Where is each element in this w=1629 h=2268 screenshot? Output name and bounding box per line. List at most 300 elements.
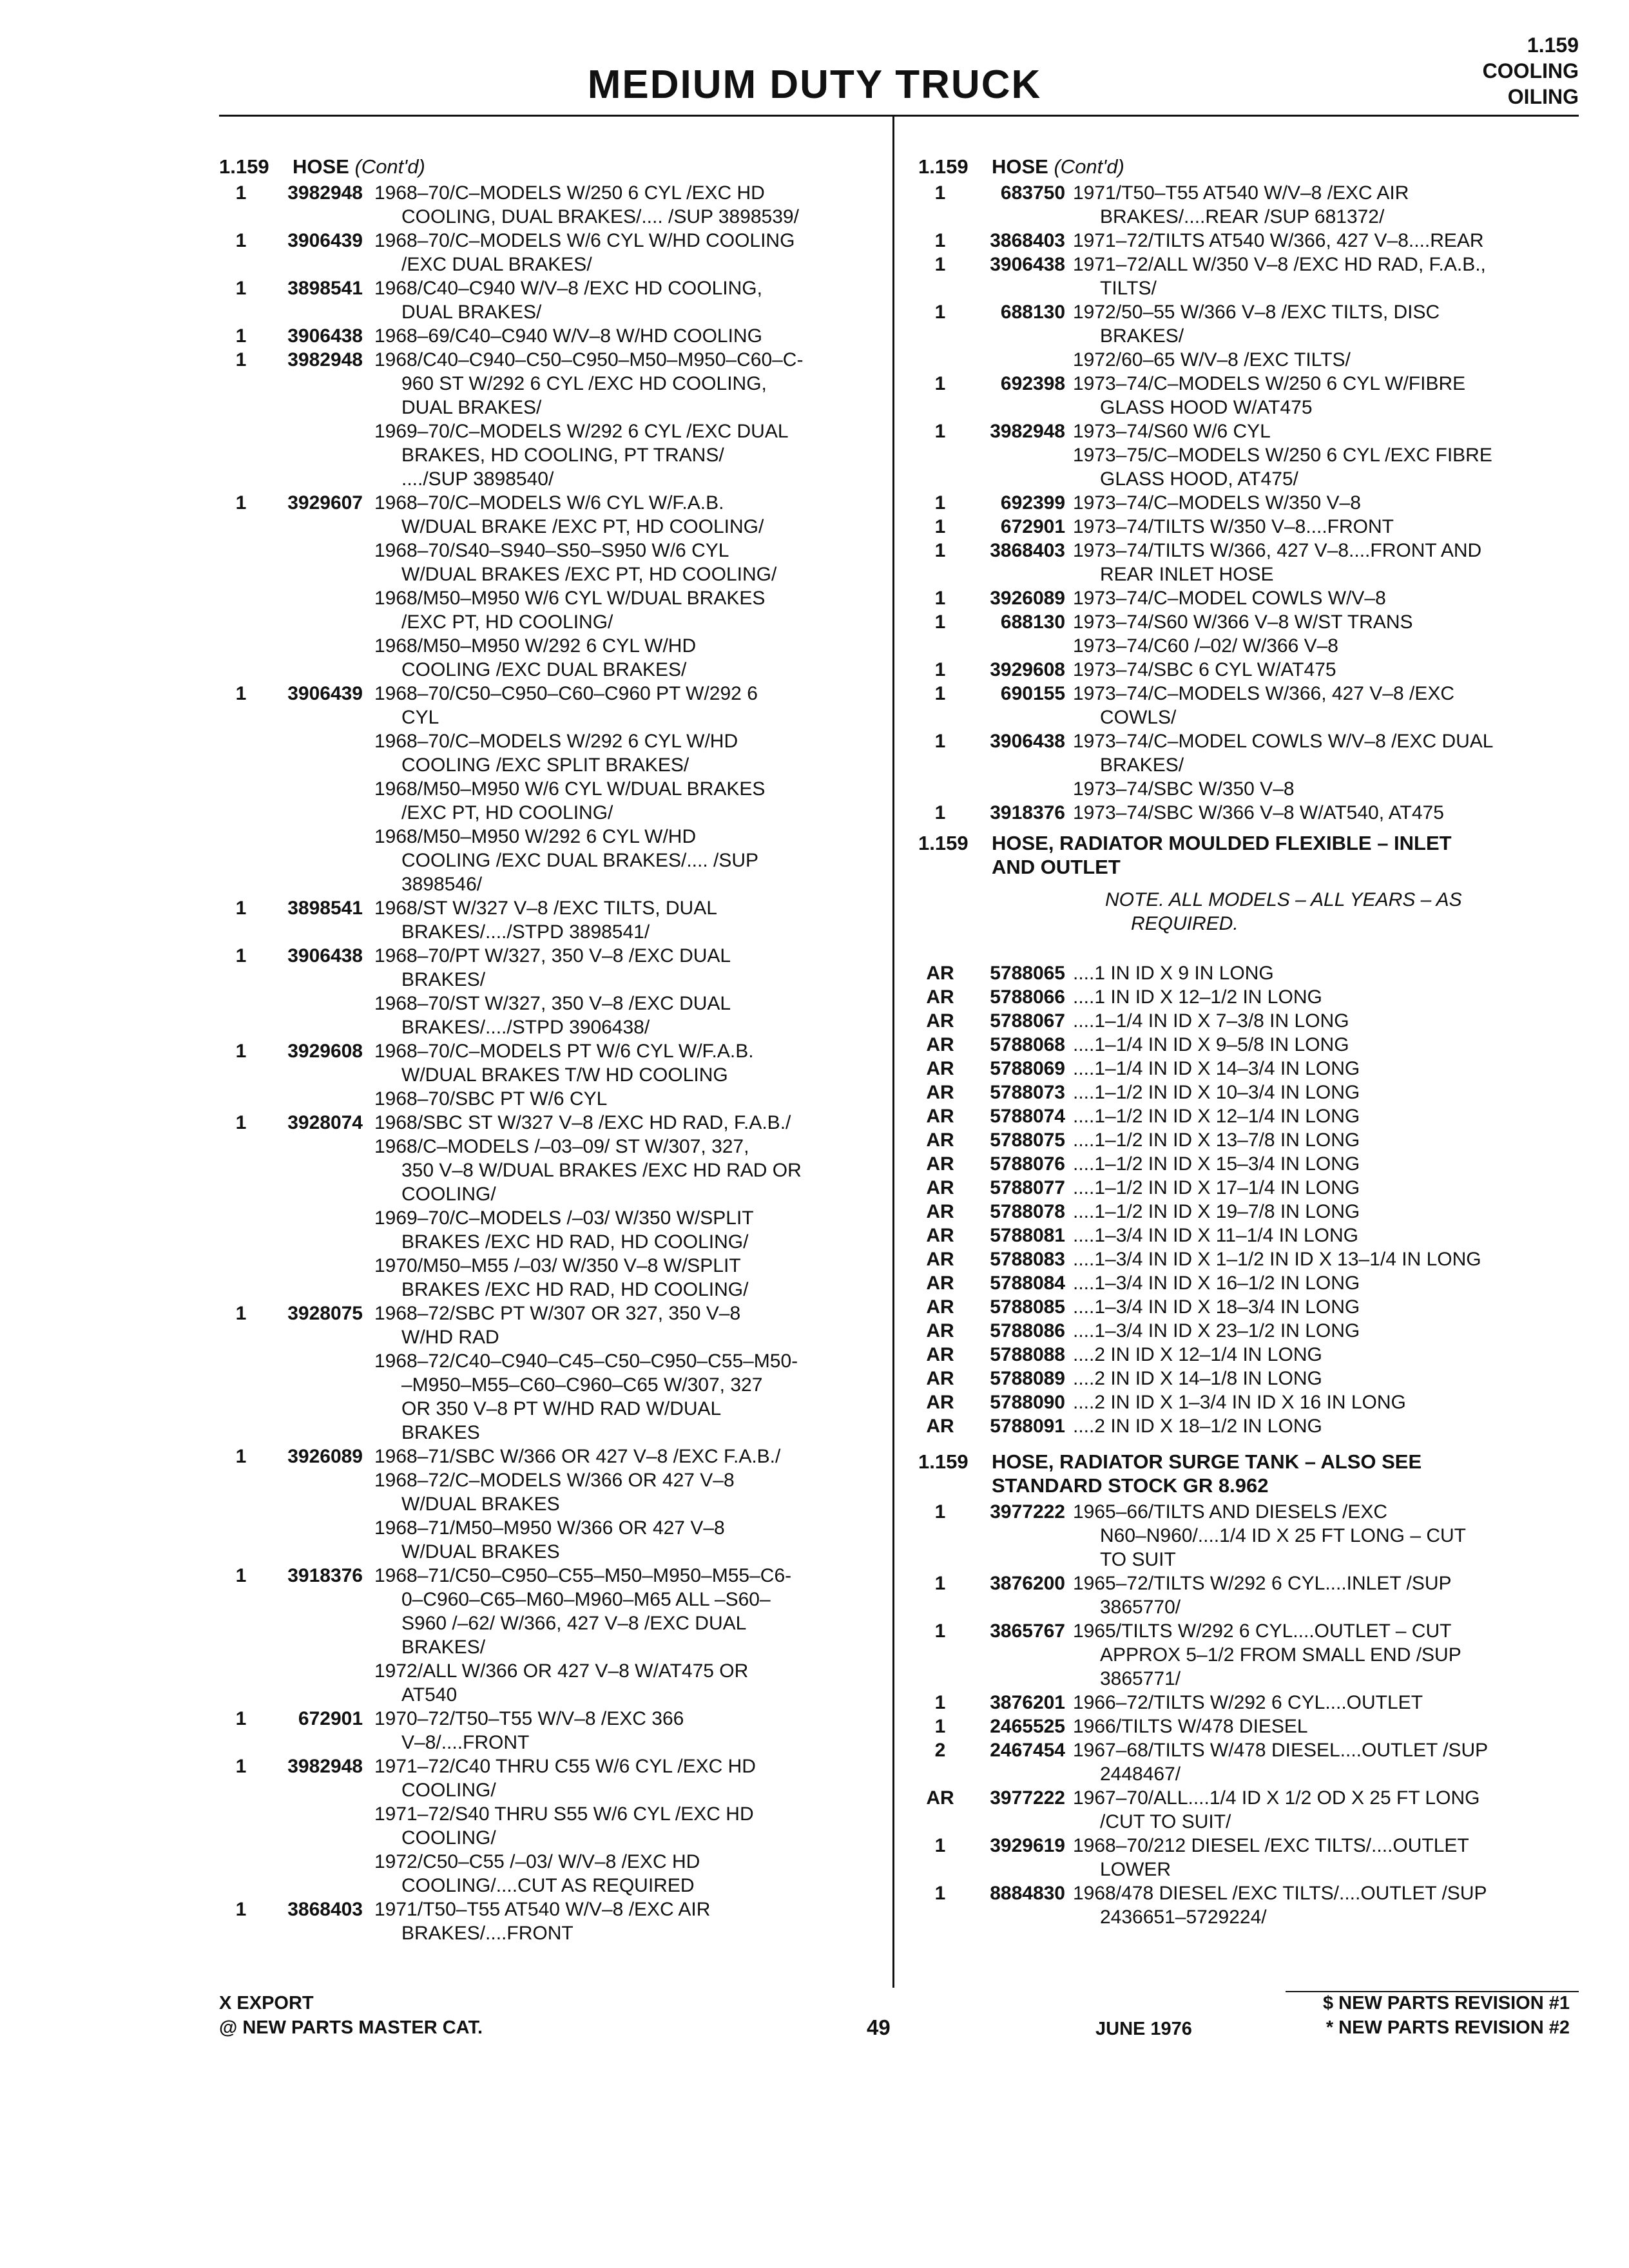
part-description [1073,1619,1569,1691]
part-entry [918,253,1569,300]
description-line: COOLING/....CUT AS REQUIRED [401,1875,695,1896]
part-number: 3906438 [990,731,1065,752]
description-line: 1968–70/C–MODELS W/292 6 CYL W/HD [374,731,738,752]
description-line: 1968–70/C–MODELS W/250 6 CYL /EXC HD [374,182,765,204]
description-line: BRAKES/ [401,1637,486,1658]
part-number: 5788086 [990,1320,1065,1341]
description-line: ....1–3/4 IN ID X 18–3/4 IN LONG [1073,1296,1360,1318]
part-description [1073,586,1569,610]
description-line: 3865771/ [1100,1668,1181,1689]
part-number: 3906438 [287,945,363,966]
part-qty: AR [926,1129,954,1151]
description-line: BRAKES /EXC HD RAD, HD COOLING/ [401,1231,749,1253]
part-description [374,1707,883,1754]
description-line: 1968–70/ST W/327, 350 V–8 /EXC DUAL [374,993,731,1014]
part-entry [918,777,1569,801]
description-line: COWLS/ [1100,707,1177,728]
part-description [1073,1390,1569,1414]
description-line: 1968–70/C–MODELS PT W/6 CYL W/F.A.B. [374,1041,754,1062]
part-qty: 1 [235,945,247,966]
part-number: 3982948 [287,182,363,204]
description-line: ....1–1/2 IN ID X 15–3/4 IN LONG [1073,1153,1360,1175]
description-line: 1973–74/SBC W/366 V–8 W/AT540, AT475 [1073,802,1444,823]
part-number: 3982948 [990,421,1065,442]
part-entry [918,1200,1569,1224]
description-line: ....1–1/2 IN ID X 19–7/8 IN LONG [1073,1201,1360,1222]
part-qty: 1 [934,254,946,275]
description-line: /EXC PT, HD COOLING/ [401,611,613,633]
description-line: ....1 IN ID X 9 IN LONG [1073,963,1274,984]
description-line: 1968/M50–M950 W/292 6 CYL W/HD [374,635,697,657]
part-number: 3929608 [287,1041,363,1062]
description-line: ....1–1/4 IN ID X 7–3/8 IN LONG [1073,1010,1349,1032]
description-line: 960 ST W/292 6 CYL /EXC HD COOLING, [401,373,767,394]
part-description [1073,1176,1569,1200]
description-line: 1973–74/TILTS W/366, 427 V–8....FRONT AND [1073,540,1482,561]
part-description [374,1802,883,1850]
part-number: 5788069 [990,1058,1065,1079]
description-line: BRAKES/ [401,969,486,990]
part-description [1073,1104,1569,1128]
description-line: 1971/T50–T55 AT540 W/V–8 /EXC AIR [374,1899,711,1920]
part-description [374,1206,883,1254]
part-description [1073,253,1569,300]
description-line: 1970–72/T50–T55 W/V–8 /EXC 366 [374,1708,684,1729]
description-line: 1968/SBC ST W/327 V–8 /EXC HD RAD, F.A.B./ [374,1112,791,1133]
part-entry [219,1659,883,1707]
part-number: 3906438 [990,254,1065,275]
part-number: 3982948 [287,1756,363,1777]
part-number: 3906438 [287,325,363,347]
part-qty: 1 [235,325,247,347]
part-description [1073,1738,1569,1786]
description-line: W/DUAL BRAKES /EXC PT, HD COOLING/ [401,564,777,585]
note-line: NOTE. ALL MODELS – ALL YEARS – AS [1105,889,1462,910]
part-description [374,992,883,1039]
header-rule [219,115,1579,117]
description-line: 2436651–5729224/ [1100,1907,1267,1928]
part-entry [219,324,883,348]
part-description [1073,1200,1569,1224]
part-qty: AR [926,1344,954,1365]
part-number: 683750 [1000,182,1065,204]
part-entry [918,1247,1569,1271]
part-qty: 1 [235,1446,247,1467]
description-line: TILTS/ [1100,278,1157,299]
description-line: 1973–74/TILTS W/350 V–8....FRONT [1073,516,1394,537]
part-description [374,1468,883,1516]
part-qty: AR [926,1320,954,1341]
description-line: ....1–3/4 IN ID X 16–1/2 IN LONG [1073,1273,1360,1294]
part-number: 5788088 [990,1344,1065,1365]
footer-legend-master-cat: @ NEW PARTS MASTER CAT. [219,2017,483,2038]
part-qty: 1 [235,230,247,251]
part-entry [219,682,883,729]
section-heading [918,831,1569,879]
part-qty: 1 [934,731,946,752]
revision-note-2: * NEW PARTS REVISION #2 [1325,2017,1570,2038]
part-description [1073,372,1569,419]
part-description [1073,729,1569,777]
description-line: 1968–70/212 DIESEL /EXC TILTS/....OUTLET [1073,1835,1469,1856]
section-heading-title-cont: STANDARD STOCK GR 8.962 [992,1474,1269,1497]
part-entry [918,181,1569,229]
section-heading-number: 1.159 [219,155,269,178]
part-description [1073,682,1569,729]
description-line: 1965–66/TILTS AND DIESELS /EXC [1073,1501,1388,1523]
description-line: 1968–70/S40–S940–S50–S950 W/6 CYL [374,540,729,561]
part-entry [918,419,1569,443]
part-qty: 1 [934,230,946,251]
description-line: ....2 IN ID X 12–1/4 IN LONG [1073,1344,1322,1365]
part-description [374,1087,883,1111]
part-entry [219,1850,883,1898]
part-number: 3898541 [287,898,363,919]
part-entry [918,729,1569,777]
part-number: 3868403 [990,540,1065,561]
description-line: CYL [401,707,439,728]
part-description [374,324,883,348]
part-number: 5788091 [990,1416,1065,1437]
part-entry [918,348,1569,372]
section-heading-title: HOSE, RADIATOR MOULDED FLEXIBLE – INLET [992,832,1452,854]
part-description [374,1254,883,1302]
part-qty: 1 [934,373,946,394]
parts-list [918,1500,1569,1929]
part-entry [219,1302,883,1349]
part-description [374,586,883,634]
description-line: 1965–72/TILTS W/292 6 CYL....INLET /SUP [1073,1573,1452,1594]
part-qty: 1 [934,182,946,204]
part-number: 690155 [1000,683,1065,704]
part-entry [918,1128,1569,1152]
part-entry [219,1564,883,1659]
part-description [1073,1367,1569,1390]
description-line: 1973–74/C60 /–02/ W/366 V–8 [1073,635,1338,657]
part-entry [219,276,883,324]
part-entry [918,1786,1569,1834]
part-qty: AR [926,1225,954,1246]
part-qty: 1 [934,588,946,609]
description-line: BRAKES /EXC HD RAD, HD COOLING/ [401,1279,749,1300]
description-line: /EXC DUAL BRAKES/ [401,254,592,275]
description-line: 1973–74/SBC W/350 V–8 [1073,778,1295,800]
part-entry [219,1111,883,1135]
description-line: 1973–74/C–MODEL COWLS W/V–8 [1073,588,1386,609]
part-number: 5788066 [990,986,1065,1008]
part-description [1073,1033,1569,1057]
part-entry [219,729,883,777]
part-entry [219,1087,883,1111]
part-qty: 1 [235,1708,247,1729]
description-line: 1966/TILTS W/478 DIESEL [1073,1716,1308,1737]
part-qty: 1 [934,1501,946,1523]
part-description [1073,539,1569,586]
part-entry [219,229,883,276]
part-entry [219,777,883,825]
section-heading-number: 1.159 [918,832,969,854]
part-number: 3982948 [287,349,363,370]
part-number: 5788084 [990,1273,1065,1294]
part-number: 692399 [1000,492,1065,514]
part-qty: AR [926,1201,954,1222]
part-number: 5788090 [990,1392,1065,1413]
description-line: 1973–74/SBC 6 CYL W/AT475 [1073,659,1336,680]
part-qty: 1 [235,349,247,370]
description-line: DUAL BRAKES/ [401,397,542,418]
description-line: 1968–70/C–MODELS W/6 CYL W/F.A.B. [374,492,724,514]
part-description [1073,515,1569,539]
part-qty: 1 [235,1899,247,1920]
part-number: 8884830 [990,1883,1065,1904]
part-entry [918,1390,1569,1414]
part-entry [219,491,883,539]
part-entry [219,1754,883,1802]
description-line: –M950–M55–C60–C960–C65 W/307, 327 [401,1374,763,1396]
description-line: ....1–1/2 IN ID X 10–3/4 IN LONG [1073,1082,1360,1103]
part-qty: AR [926,986,954,1008]
section-heading-suffix: (Cont'd) [1054,155,1124,178]
part-number: 3929607 [287,492,363,514]
part-description [1073,1247,1569,1271]
part-description [374,229,883,276]
section-heading-number: 1.159 [918,1450,969,1473]
part-number: 5788089 [990,1368,1065,1389]
part-description [374,1135,883,1206]
part-description [1073,1271,1569,1295]
part-description [1073,1128,1569,1152]
part-description [374,896,883,944]
section-number: 1.159 [1527,34,1579,57]
description-line: 1968/C–MODELS /–03–09/ ST W/307, 327, [374,1136,749,1157]
description-line: DUAL BRAKES/ [401,302,542,323]
part-description [374,1111,883,1135]
part-qty: AR [926,1249,954,1270]
description-line: BRAKES/..../STPD 3906438/ [401,1017,650,1038]
part-description [374,1564,883,1659]
description-line: ....1–1/4 IN ID X 9–5/8 IN LONG [1073,1034,1349,1055]
description-line: COOLING /EXC SPLIT BRAKES/ [401,754,689,776]
part-entry [918,985,1569,1009]
part-description [1073,1152,1569,1176]
description-line: COOLING /EXC DUAL BRAKES/.... /SUP [401,850,759,871]
part-description [1073,1691,1569,1715]
part-entry [219,348,883,419]
description-line: 1973–74/C–MODELS W/250 6 CYL W/FIBRE [1073,373,1466,394]
part-entry [219,634,883,682]
description-line: 1968/M50–M950 W/6 CYL W/DUAL BRAKES [374,588,766,609]
part-description [1073,1834,1569,1881]
part-entry [219,1516,883,1564]
description-line: 1967–70/ALL....1/4 ID X 1/2 OD X 25 FT LONG [1073,1787,1480,1809]
description-line: ....1–3/4 IN ID X 1–1/2 IN ID X 13–1/4 IN LONG [1073,1249,1481,1270]
part-entry [918,1343,1569,1367]
part-description [1073,300,1569,348]
part-qty: 1 [934,1883,946,1904]
part-description [1073,1571,1569,1619]
part-qty: 1 [235,1303,247,1324]
description-line: 1971–72/ALL W/350 V–8 /EXC HD RAD, F.A.B., [1073,254,1486,275]
part-description [374,729,883,777]
description-line: COOLING/ [401,1827,496,1849]
description-line: 1965/TILTS W/292 6 CYL....OUTLET – CUT [1073,1620,1452,1642]
part-entry [219,539,883,586]
part-entry [918,491,1569,515]
description-line: 1973–74/C–MODELS W/366, 427 V–8 /EXC [1073,683,1455,704]
part-number: 3918376 [990,802,1065,823]
description-line: 1968–71/M50–M950 W/366 OR 427 V–8 [374,1517,725,1539]
description-line: 1973–74/S60 W/366 V–8 W/ST TRANS [1073,611,1413,633]
part-number: 3876201 [990,1692,1065,1713]
section-heading [918,1450,1569,1497]
part-entry [219,1468,883,1516]
part-qty: 1 [235,278,247,299]
part-entry [918,1571,1569,1619]
part-description [1073,181,1569,229]
part-qty: AR [926,1058,954,1079]
part-description [1073,1224,1569,1247]
description-line: 1968–71/C50–C950–C55–M50–M950–M55–C6- [374,1565,792,1586]
section-heading-title-cont: AND OUTLET [992,856,1121,878]
part-entry [918,682,1569,729]
part-number: 3876200 [990,1573,1065,1594]
part-description [1073,1786,1569,1834]
part-number: 688130 [1000,302,1065,323]
note-line: REQUIRED. [1131,913,1239,934]
description-line: 1968–72/C40–C940–C45–C50–C950–C55–M50- [374,1350,798,1372]
part-description [1073,1715,1569,1738]
section-category-cooling: COOLING [1482,59,1579,82]
footer-legend-export: X EXPORT [219,1993,314,2013]
part-description [374,1302,883,1349]
part-number: 3977222 [990,1501,1065,1523]
part-entry [918,1057,1569,1081]
description-line: COOLING /EXC DUAL BRAKES/ [401,659,687,680]
description-line: ..../SUP 3898540/ [401,468,554,490]
part-entry [918,1881,1569,1929]
part-entry [918,1152,1569,1176]
description-line: BRAKES/..../STPD 3898541/ [401,921,650,943]
part-number: 5788075 [990,1129,1065,1151]
description-line: 1971–72/TILTS AT540 W/366, 427 V–8....REAR [1073,230,1484,251]
description-line: REAR INLET HOSE [1100,564,1274,585]
part-description [1073,1057,1569,1081]
description-line: 1969–70/C–MODELS W/292 6 CYL /EXC DUAL [374,421,789,442]
part-description [1073,985,1569,1009]
part-number: 688130 [1000,611,1065,633]
part-description [1073,491,1569,515]
publication-date: JUNE 1976 [1095,2019,1192,2039]
description-line: W/DUAL BRAKES [401,1541,560,1562]
description-line: BRAKES [401,1422,480,1443]
description-line: BRAKES/....REAR /SUP 681372/ [1100,206,1385,227]
part-description [1073,1500,1569,1571]
part-entry [219,825,883,896]
part-entry [918,1081,1569,1104]
description-line: 1968/478 DIESEL /EXC TILTS/....OUTLET /SUP [1073,1883,1487,1904]
part-entry [918,1009,1569,1033]
part-number: 3918376 [287,1565,363,1586]
description-line: S960 /–62/ W/366, 427 V–8 /EXC DUAL [401,1613,747,1634]
part-entry [918,443,1569,491]
part-description [374,825,883,896]
description-line: COOLING/ [401,1184,496,1205]
part-description [374,491,883,539]
description-line: 3865770/ [1100,1597,1181,1618]
description-line: 1973–75/C–MODELS W/250 6 CYL /EXC FIBRE [1073,445,1492,466]
part-qty: AR [926,1010,954,1032]
part-description [374,276,883,324]
part-entry [219,1254,883,1302]
description-line: 1968/ST W/327 V–8 /EXC TILTS, DUAL [374,898,717,919]
part-qty: 1 [934,516,946,537]
part-qty: 1 [235,683,247,704]
description-line: 1969–70/C–MODELS /–03/ W/350 W/SPLIT [374,1207,754,1229]
part-number: 3868403 [287,1899,363,1920]
description-line: ....1–1/2 IN ID X 17–1/4 IN LONG [1073,1177,1360,1198]
description-line: LOWER [1100,1859,1171,1880]
part-number: 5788067 [990,1010,1065,1032]
part-number: 3928075 [287,1303,363,1324]
part-qty: AR [926,1153,954,1175]
part-description [1073,229,1569,253]
part-description [374,1445,883,1468]
part-entry [918,1271,1569,1295]
description-line: 1966–72/TILTS W/292 6 CYL....OUTLET [1073,1692,1423,1713]
description-line: ....1–3/4 IN ID X 23–1/2 IN LONG [1073,1320,1360,1341]
part-qty: 1 [235,1756,247,1777]
description-line: V–8/....FRONT [401,1732,530,1753]
description-line: ....1–1/4 IN ID X 14–3/4 IN LONG [1073,1058,1360,1079]
part-description [374,1039,883,1087]
description-line: 1973–74/C–MODEL COWLS W/V–8 /EXC DUAL [1073,731,1494,752]
part-qty: 1 [934,540,946,561]
description-line: ....1–3/4 IN ID X 11–1/4 IN LONG [1073,1225,1358,1246]
part-description [374,1659,883,1707]
part-number: 3926089 [287,1446,363,1467]
description-line: 1973–74/C–MODELS W/350 V–8 [1073,492,1361,514]
description-line: 1968–70/PT W/327, 350 V–8 /EXC DUAL [374,945,731,966]
part-number: 672901 [298,1708,363,1729]
description-line: 2448467/ [1100,1763,1181,1785]
part-number: 3906439 [287,683,363,704]
description-line: 1972/60–65 W/V–8 /EXC TILTS/ [1073,349,1351,370]
part-description [374,682,883,729]
description-line: TO SUIT [1100,1549,1176,1570]
part-entry [918,1715,1569,1738]
description-line: 1968–70/C–MODELS W/6 CYL W/HD COOLING [374,230,795,251]
column-divider [892,116,894,1988]
part-qty: 2 [934,1740,946,1761]
part-description [1073,1319,1569,1343]
description-line: 1968–69/C40–C940 W/V–8 W/HD COOLING [374,325,762,347]
part-number: 2467454 [990,1740,1065,1761]
part-description [1073,777,1569,801]
description-line: COOLING, DUAL BRAKES/.... /SUP 3898539/ [401,206,799,227]
description-line: OR 350 V–8 PT W/HD RAD W/DUAL [401,1398,722,1419]
part-qty: 1 [934,1573,946,1594]
part-entry [918,1104,1569,1128]
description-line: BRAKES/ [1100,754,1184,776]
part-entry [918,1319,1569,1343]
part-qty: 1 [235,1041,247,1062]
part-number: 5788077 [990,1177,1065,1198]
description-line: 1972/50–55 W/366 V–8 /EXC TILTS, DISC [1073,302,1440,323]
part-qty: 1 [934,1835,946,1856]
part-qty: AR [926,1392,954,1413]
part-description [374,1349,883,1445]
part-number: 3929608 [990,659,1065,680]
